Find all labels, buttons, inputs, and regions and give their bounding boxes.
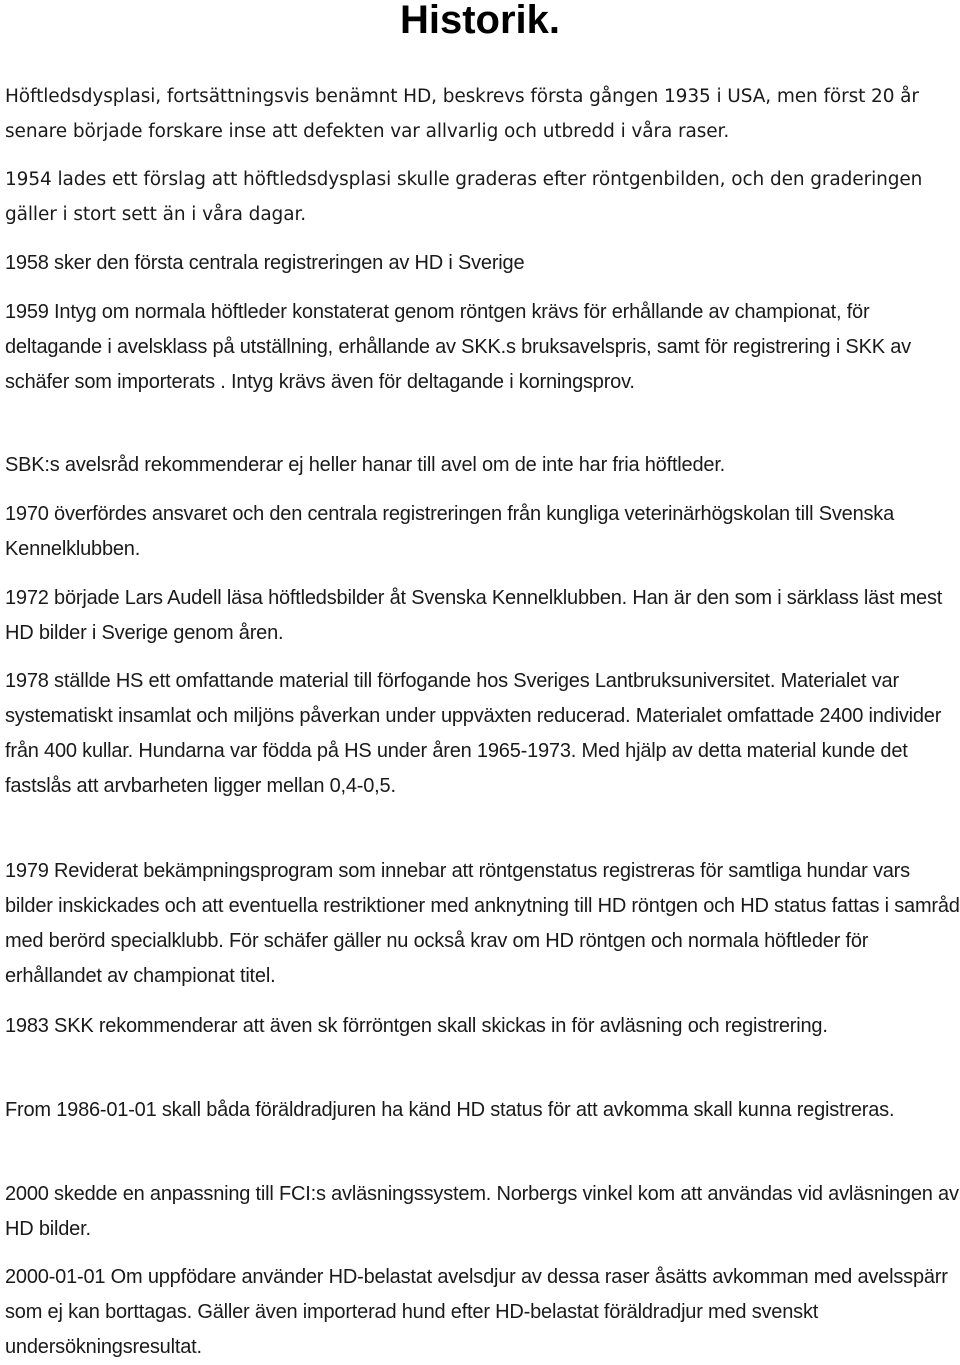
paragraph-hd-intro: Höftledsdysplasi, fortsättningsvis benämnt HD, beskrevs första gången 1935 i USA, men först 20 år senare började forskare inse att defekten var allvarlig och utbredd i våra raser. <box>5 86 919 142</box>
page-title: Historik. <box>399 0 561 42</box>
paragraph-1970: 1970 överfördes ansvaret och den centrala registreringen från kungliga veterinärhögskolan till Svenska Kennelklubben. <box>5 503 895 560</box>
paragraph-2000-01-01: 2000-01-01 Om uppfödare använder HD-belastat avelsdjur av dessa raser åsätts avkomman med avelsspärr som ej kan borttagas. Gäller även importerad hund efter HD-belastat föräldradjur med svenskt undersökningsresultat. <box>5 1266 948 1358</box>
paragraph-1954: 1954 lades ett förslag att höftledsdysplasi skulle graderas efter röntgenbilden, och den graderingen gäller i stort sett än i våra dagar. <box>5 169 923 225</box>
paragraph-1959: 1959 Intyg om normala höftleder konstaterat genom röntgen krävs för erhållande av championat, för deltagande i avelsklass på utställning, erhållande av SKK.s bruksavelspris, samt för registrering i SKK av schäfer som importerats . Intyg krävs även för deltagande i korningsprov. <box>5 301 911 393</box>
paragraph-sbk-avelsrad: SBK:s avelsråd rekommenderar ej heller hanar till avel om de inte har fria höftleder. <box>5 454 726 476</box>
paragraph-1979: 1979 Reviderat bekämpningsprogram som innebar att röntgenstatus registreras för samtliga hundar vars bilder inskickades och att eventuella restriktioner med anknytning till HD röntgen och HD status fattas i samråd med berörd specialklubb. För schäfer gäller nu också krav om HD röntgen och normala höftleder för erhållandet av championat titel. <box>5 860 960 987</box>
paragraph-1983: 1983 SKK rekommenderar att även sk förröntgen skall skickas in för avläsning och registrering. <box>5 1015 828 1037</box>
paragraph-1972: 1972 började Lars Audell läsa höftledsbilder åt Svenska Kennelklubben. Han är den som i särklass läst mest HD bilder i Sverige genom åren. <box>5 587 943 644</box>
paragraph-1958: 1958 sker den första centrala registreringen av HD i Sverige <box>5 252 525 274</box>
paragraph-1978: 1978 ställde HS ett omfattande material till förfogande hos Sveriges Lantbruksuniversitet. Materialet var systematiskt insamlat och miljöns påverkan under uppväxten reducerad. Materialet omfattade 2400 individer från 400 kullar. Hundarna var födda på HS under åren 1965-1973. Med hjälp av detta material kunde det fastslås att arvbarheten ligger mellan 0,4-0,5. <box>5 670 942 797</box>
paragraph-2000: 2000 skedde en anpassning till FCI:s avläsningssystem. Norbergs vinkel kom att användas vid avläsningen av HD bilder. <box>5 1183 959 1240</box>
paragraph-1986: From 1986-01-01 skall båda föräldradjuren ha känd HD status för att avkomma skall kunna registreras. <box>5 1099 895 1121</box>
